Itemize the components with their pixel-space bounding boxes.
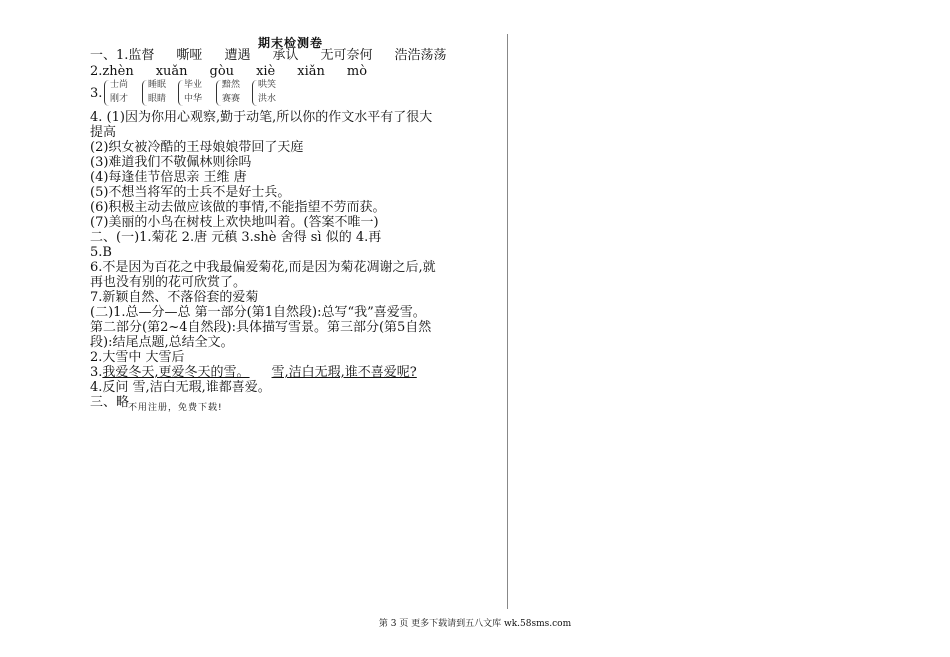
q1-word: 承认: [272, 48, 299, 63]
word-bottom: 刚才: [110, 94, 129, 104]
page-title: 期末检测卷: [258, 36, 324, 50]
answer-line: (7)美丽的小鸟在树枝上欢快地叫着。(答案不唯一): [90, 215, 379, 230]
pinyin: zhèn: [102, 64, 134, 79]
brace-icon: [252, 80, 257, 106]
word-top: 哄笑: [258, 80, 277, 90]
pinyin: mò: [346, 64, 368, 79]
column-divider: [507, 34, 508, 609]
answer-q1: [90, 48, 447, 63]
answer-line: 提高: [90, 125, 117, 140]
q2-label: 2.: [90, 64, 103, 79]
pinyin: xuǎn: [155, 64, 188, 79]
answer-line: 4. (1)因为你用心观察,勤于动笔,所以你的作文水平有了很大: [90, 110, 433, 125]
word-bottom: 眼睛: [148, 94, 167, 104]
download-note: 不用注册，免费下载!: [128, 403, 223, 413]
answer-q2: [90, 64, 367, 79]
q1-label: 一、1.: [90, 48, 129, 63]
pinyin: xiè: [256, 64, 276, 79]
q1-word: 监督: [128, 48, 155, 63]
brace-icon: [178, 80, 183, 106]
answer-line: 再也没有别的花可欣赏了。: [90, 275, 247, 290]
answer-line: (二)1.总—分—总 第一部分(第1自然段):总写“我”喜爱雪。: [90, 305, 426, 320]
underlined-answer: 雪,洁白无瑕,谁不喜爱呢?: [271, 365, 417, 380]
answer-line: (5)不想当将军的士兵不是好士兵。: [90, 185, 291, 200]
answer-line: 7.新颖自然、不落俗套的爱菊: [90, 290, 259, 305]
q1-word: 嘶哑: [176, 48, 203, 63]
answer-line: 4.反问 雪,洁白无瑕,谁都喜爱。: [90, 380, 271, 395]
brace-icon: [142, 80, 147, 106]
answer-line: 二、(一)1.菊花 2.唐 元稹 3.shè 舍得 sì 似的 4.再: [90, 230, 382, 245]
word-bottom: 赛赛: [222, 94, 241, 104]
answer-line: (2)织女被冷酷的王母娘娘带回了天庭: [90, 140, 304, 155]
word-top: 黯然: [222, 80, 241, 90]
answer-line: (6)积极主动去做应该做的事情,不能指望不劳而获。: [90, 200, 386, 215]
page-footer: 第 3 页 更多下载请到五八文库 wk.58sms.com: [378, 619, 572, 629]
answer-line: 5.B: [90, 245, 112, 260]
answer-line: 段):结尾点题,总结全文。: [90, 335, 234, 350]
pinyin: xiǎn: [297, 64, 325, 79]
answer-line: 6.不是因为百花之中我最偏爱菊花,而是因为菊花凋谢之后,就: [90, 260, 436, 275]
brace-icon: [104, 80, 109, 106]
q3-label: 3.: [90, 86, 103, 101]
answer-line-underlined: [90, 365, 417, 380]
answer-line: 三、略: [90, 395, 130, 410]
word-bottom: 中华: [184, 94, 203, 104]
q1-word: 浩浩荡荡: [394, 48, 447, 63]
q1-word: 遭遇: [224, 48, 251, 63]
answer-line: (4)每逢佳节倍思亲 王维 唐: [90, 170, 247, 185]
answer-line: 第二部分(第2~4自然段):具体描写雪景。第三部分(第5自然: [90, 320, 432, 335]
pinyin: gòu: [209, 64, 235, 79]
line-label: 3.: [90, 365, 103, 380]
underlined-answer: 我爱冬天,更爱冬天的雪。: [102, 365, 250, 380]
word-top: 睡眠: [148, 80, 167, 90]
q1-word: 无可奈何: [320, 48, 373, 63]
word-top: 士尚: [110, 80, 129, 90]
answer-line: 2.大雪中 大雪后: [90, 350, 185, 365]
answer-line: (3)难道我们不敬佩林则徐吗: [90, 155, 252, 170]
word-top: 毕业: [184, 80, 203, 90]
word-bottom: 洪水: [258, 94, 277, 104]
brace-icon: [216, 80, 221, 106]
